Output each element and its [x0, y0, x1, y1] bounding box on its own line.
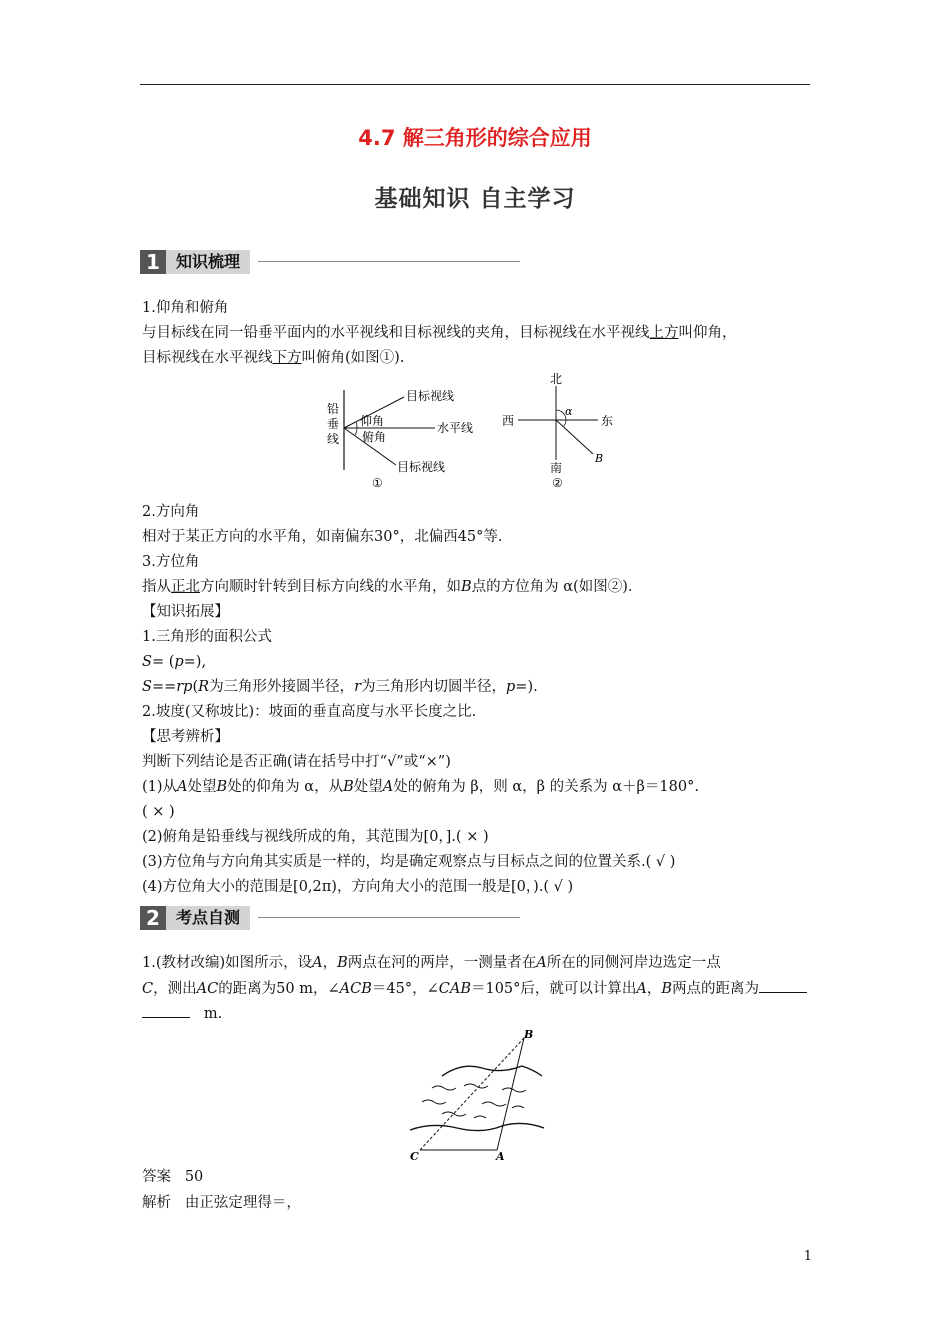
question-1-line-1: 1.(教材改编)如图所示，设A，B两点在河的两岸，一测量者在A所在的同侧河岸边选定一点	[142, 955, 721, 971]
figure-2-caption: ②	[552, 476, 563, 490]
chapter-title: 4.7 解三角形的综合应用	[358, 126, 592, 150]
depression-angle-label: 俯角	[362, 430, 387, 444]
vertical-line-label-3: 线	[327, 432, 340, 446]
answer-blank	[142, 1003, 190, 1018]
point-a-label: A	[496, 1150, 505, 1163]
answer-line: 答案 50	[142, 1169, 204, 1185]
heading-direction: 2.方向角	[142, 504, 200, 520]
heading-azimuth: 3.方位角	[142, 554, 200, 570]
section-number: 1	[140, 250, 166, 274]
paragraph-direction: 相对于某正方向的水平角，如南偏东30°，北偏西45°等.	[142, 529, 503, 545]
east-label: 东	[601, 414, 614, 428]
section-rule	[258, 261, 520, 262]
figure-elevation-depression	[320, 378, 490, 493]
analysis-line: 解析 由正弦定理得＝，	[142, 1195, 301, 1211]
figure-1-caption: ①	[372, 476, 383, 490]
heading-elevation: 1.仰角和俯角	[142, 300, 229, 316]
section-rule	[258, 917, 520, 918]
section-number: 2	[140, 906, 166, 930]
north-label: 北	[550, 372, 563, 386]
page-number: 1	[803, 1249, 812, 1264]
think-heading: 【思考辨析】	[142, 729, 229, 745]
question-1-line-2: C，测出AC的距离为50 m，∠ACB＝45°，∠CAB＝105°后，就可以计算出A，B两点的距离为	[142, 978, 807, 999]
elevation-angle-label: 仰角	[360, 414, 385, 428]
section-label: 考点自测	[166, 906, 250, 930]
section-heading-2	[140, 906, 520, 930]
section-label: 知识梳理	[166, 250, 250, 274]
target-line-up-label: 目标视线	[406, 389, 455, 403]
point-c-label: C	[410, 1150, 419, 1163]
target-line-down-label: 目标视线	[397, 460, 446, 474]
vertical-line-label-1: 铅	[327, 402, 340, 416]
south-label: 南	[550, 461, 563, 475]
think-instruction: 判断下列结论是否正确(请在括号中打“√”或“×”)	[142, 754, 451, 770]
west-label: 西	[502, 414, 515, 428]
area-formula-2: S==rp(R为三角形外接圆半径，r为三角形内切圆半径，p=).	[142, 679, 538, 695]
slope-definition: 2.坡度(又称坡比)：坡面的垂直高度与水平长度之比.	[142, 704, 477, 720]
top-rule	[140, 84, 810, 85]
question-1-line-3: m.	[142, 1003, 222, 1024]
paragraph-elevation-2: 目标视线在水平视线下方叫俯角(如图①).	[142, 350, 405, 366]
judgement-4: (4)方位角大小的范围是[0,2π)，方向角大小的范围一般是[0，).( √ )	[142, 879, 574, 895]
section-heading-1	[140, 250, 520, 274]
answer-blank-end	[759, 978, 807, 993]
horizontal-line-label: 水平线	[437, 421, 474, 435]
figure-river	[402, 1026, 552, 1164]
knowledge-extension-heading: 【知识拓展】	[142, 604, 229, 620]
area-formula-1: S= (p=),	[142, 654, 207, 670]
judgement-1: (1)从A处望B处的仰角为 α，从B处望A处的俯角为 β，则 α，β 的关系为 α＋β＝180°.	[142, 779, 699, 795]
alpha-label: α	[565, 405, 573, 418]
judgement-2: (2)俯角是铅垂线与视线所成的角，其范围为[0，].( × )	[142, 829, 489, 845]
area-formula-heading: 1.三角形的面积公式	[142, 629, 272, 645]
judgement-1-answer: ( × )	[142, 804, 175, 820]
vertical-line-label-2: 垂	[327, 417, 340, 431]
part-title: 基础知识 自主学习	[374, 186, 576, 212]
point-b-label: B	[524, 1028, 534, 1041]
point-b-label: B	[595, 452, 604, 465]
paragraph-elevation-1: 与目标线在同一铅垂平面内的水平视线和目标视线的夹角，目标视线在水平视线上方叫仰角，	[142, 325, 737, 341]
paragraph-azimuth: 指从正北方向顺时针转到目标方向线的水平角，如B点的方位角为 α(如图②).	[142, 579, 633, 595]
figure-azimuth	[498, 370, 628, 493]
judgement-3: (3)方位角与方向角其实质是一样的，均是确定观察点与目标点之间的位置关系.( √ )	[142, 854, 676, 870]
